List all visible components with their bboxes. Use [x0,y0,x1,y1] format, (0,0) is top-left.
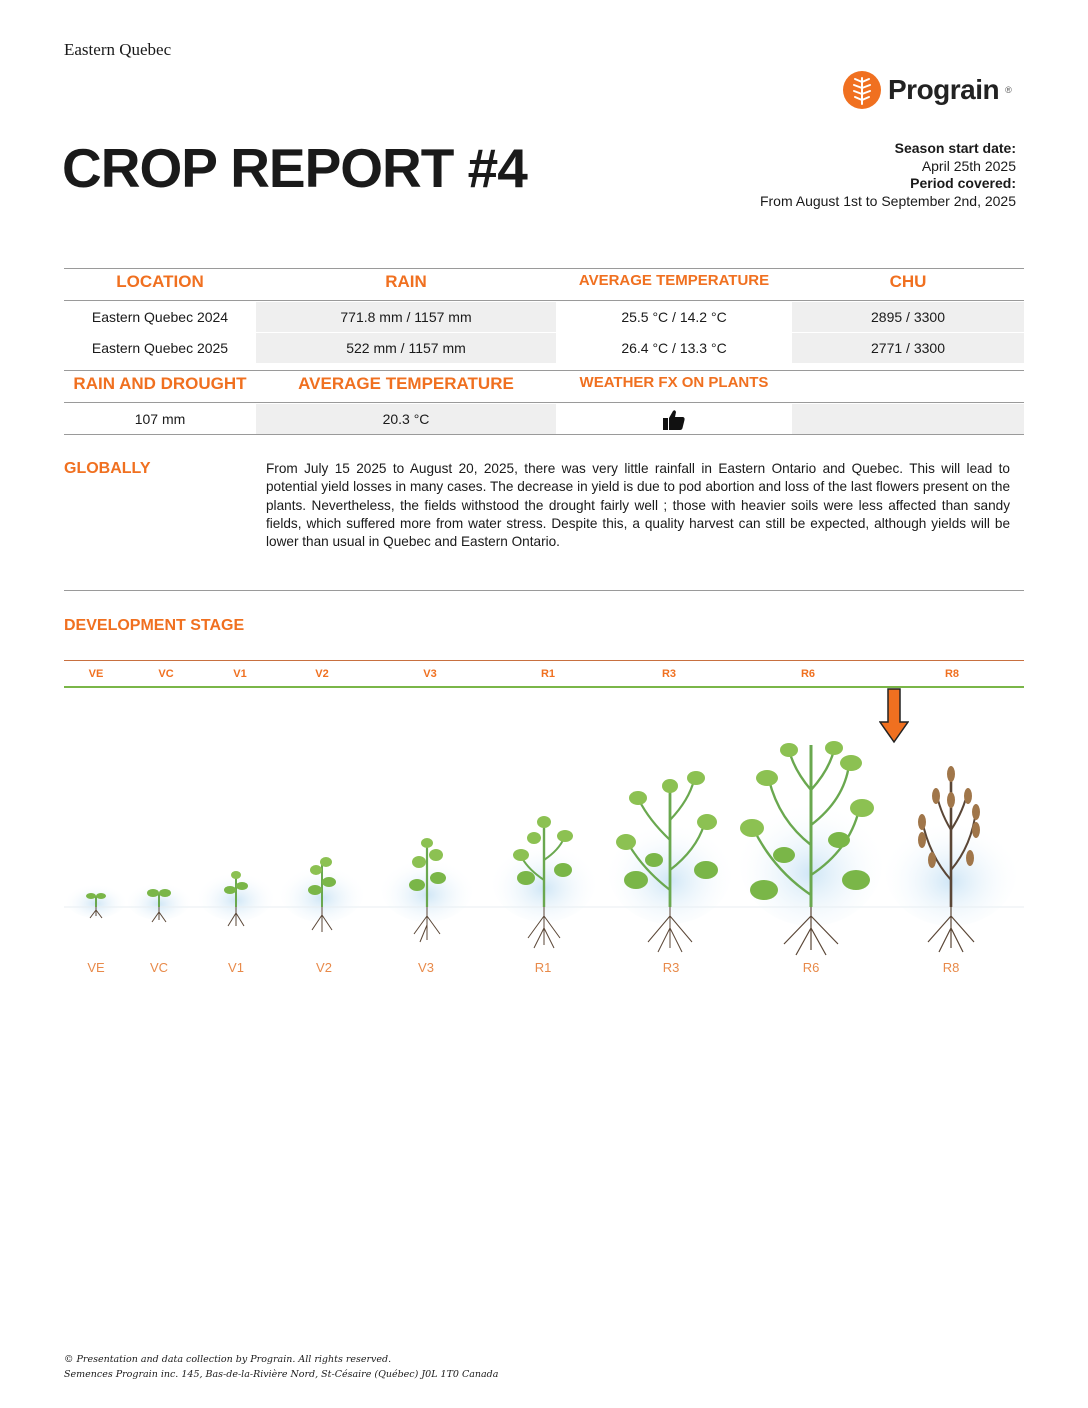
stage-label: V1 [233,668,247,680]
plant-label: VE [87,960,105,975]
row1-rain: 771.8 mm / 1157 mm [256,302,556,332]
plant-label: R3 [662,960,680,975]
brand-logo [842,70,1012,110]
season-start-label: Season start date: [894,140,1016,156]
col-header-rain-drought: RAIN AND DROUGHT [73,374,247,393]
table2-header-rule [64,402,1024,403]
globally-paragraph: From July 15 2025 to August 20, 2025, there was very little rainfall in Eastern Ontario and Quebec. This will lead to potential yield losses in many cases. The decrease in yield is due to pod abortion and loss of the last flowers present on the plants. Nevertheless, the fields withstood the drought fairly well ; those with heavier soils were less affected than sandy fields, which suffered more from water stress. Despite this, a quality harvest can still be expected, although yields will be lower than usual in Quebec and Eastern Ontario. [266,461,1010,550]
thumbs-up-icon [662,409,686,431]
plant-label: VC [149,960,169,975]
period-label: Period covered: [910,175,1016,191]
col-header-avg-temp-2: AVERAGE TEMPERATURE [298,374,514,393]
row1-location: Eastern Quebec 2024 [91,309,229,325]
stage-label: V2 [315,668,329,680]
stage-label: V3 [423,668,437,680]
row2-chu: 2771 / 3300 [792,333,1024,363]
section-divider [64,590,1024,591]
stage-label: R6 [800,668,816,680]
period-value: From August 1st to September 2nd, 2025 [759,192,1016,209]
row2-location: Eastern Quebec 2025 [91,340,229,356]
col-header-chu: CHU [889,272,927,291]
stage-label: R1 [540,668,556,680]
footer-address: Semences Prograin inc. 145, Bas-de-la-Rivière Nord, St-Césaire (Québec) J0L 1T0 Canada [64,1369,499,1380]
table2-bottom-rule [64,434,1024,435]
plant-label: V1 [228,960,244,975]
season-info [760,140,1016,210]
footer [64,1352,498,1382]
rain-drought-value: 107 mm [134,411,186,427]
table-header-rule [64,300,1024,301]
row2-rain: 522 mm / 1157 mm [256,333,556,363]
region-label: Eastern Quebec [64,40,172,59]
col-header-weather-fx: WEATHER FX ON PLANTS [579,374,769,391]
footer-copyright: © Presentation and data collection by Prograin. All rights reserved. [64,1354,392,1365]
table2-top-rule [64,370,1024,371]
empty-cell [792,404,1024,434]
plant-label: V2 [316,960,332,975]
col-header-rain: RAIN [385,272,427,291]
wheat-logo-icon [842,70,882,110]
page-title: CROP REPORT #4 [62,137,527,199]
plant-label: R6 [802,960,820,975]
avg-temp-value: 20.3 °C [256,404,556,434]
brand-name: Prograin [888,74,1000,105]
season-start-value: April 25th 2025 [921,157,1016,174]
table-top-rule [64,268,1024,269]
development-heading: DEVELOPMENT STAGE [64,617,245,634]
plant-label: V3 [418,960,434,975]
stage-label: VE [88,668,104,680]
globally-heading: GLOBALLY [64,460,151,477]
stage-label: R8 [944,668,960,680]
row1-avg-temp: 25.5 °C / 14.2 °C [621,309,727,325]
col-header-location: LOCATION [116,272,204,291]
stage-bar-top-rule [64,660,1024,661]
stage-label: R3 [661,668,677,680]
registered-mark: ® [1005,85,1012,95]
row1-chu: 2895 / 3300 [792,302,1024,332]
plant-label: R1 [534,960,552,975]
row2-avg-temp: 26.4 °C / 13.3 °C [621,340,727,356]
plant-label: R8 [942,960,960,975]
plant-label-row [0,960,1088,978]
stage-label: VC [158,668,174,680]
plant-growth-illustration [64,730,1024,960]
stage-label-row [0,668,1088,684]
weather-effect-cell [556,404,792,434]
col-header-avg-temp: AVERAGE TEMPERATURE [578,272,770,289]
